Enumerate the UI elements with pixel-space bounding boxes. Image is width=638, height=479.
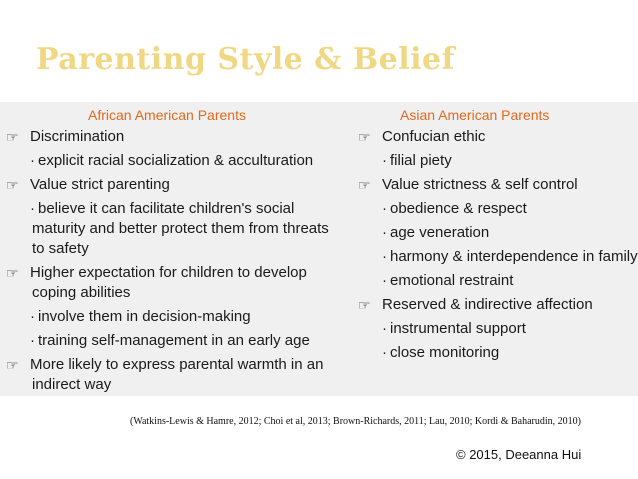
bullet-continuation bbox=[6, 375, 340, 395]
dot-icon: · bbox=[30, 152, 35, 169]
sub-bullet-item bbox=[358, 223, 638, 243]
sub-bullet-item bbox=[358, 151, 638, 171]
bullet-continuation bbox=[6, 283, 340, 303]
item-text: indirect way bbox=[32, 376, 112, 393]
pointing-hand-icon: ☞ bbox=[6, 357, 19, 373]
dot-icon: · bbox=[382, 320, 387, 337]
content-panel bbox=[0, 102, 638, 396]
pointing-hand-icon: ☞ bbox=[6, 265, 19, 281]
item-text: to safety bbox=[32, 240, 89, 257]
item-text: explicit racial socialization & acculturation bbox=[38, 152, 314, 169]
item-text: involve them in decision-making bbox=[38, 308, 251, 325]
item-text: Value strictness & self control bbox=[382, 176, 578, 193]
bullet-item bbox=[6, 175, 340, 195]
sub-bullet-item bbox=[358, 247, 638, 267]
column-heading-african-american: African American Parents bbox=[88, 107, 246, 123]
item-text: obedience & respect bbox=[390, 200, 527, 217]
bullet-item bbox=[6, 263, 340, 283]
dot-icon: · bbox=[30, 200, 35, 217]
item-text: emotional restraint bbox=[390, 272, 514, 289]
item-text: harmony & interdependence in family bbox=[390, 248, 638, 265]
dot-icon: · bbox=[382, 200, 387, 217]
dot-icon: · bbox=[30, 332, 35, 349]
dot-icon: · bbox=[382, 344, 387, 361]
item-text: close monitoring bbox=[390, 344, 500, 361]
pointing-hand-icon: ☞ bbox=[6, 177, 19, 193]
dot-icon: · bbox=[382, 248, 387, 265]
bullet-continuation bbox=[6, 219, 340, 239]
sub-bullet-item bbox=[358, 271, 638, 291]
column-heading-asian-american: Asian American Parents bbox=[400, 107, 550, 123]
slide-title: Parenting Style & Belief bbox=[36, 42, 456, 77]
citation-text: (Watkins-Lewis & Hamre, 2012; Choi et al, 2013; Brown-Richards, 2011; Lau, 2010; Kordi & Baharudin, 2010) bbox=[130, 416, 581, 427]
copyright-text: © 2015, Deeanna Hui bbox=[456, 447, 582, 462]
sub-bullet-item bbox=[358, 343, 638, 363]
item-text: Confucian ethic bbox=[382, 128, 486, 145]
bullet-item bbox=[358, 295, 638, 315]
bullet-item bbox=[358, 127, 638, 147]
bullet-item bbox=[6, 355, 340, 375]
dot-icon: · bbox=[382, 152, 387, 169]
item-text: coping abilities bbox=[32, 284, 131, 301]
item-text: More likely to express parental warmth in an bbox=[30, 356, 324, 373]
item-text: maturity and better protect them from threats bbox=[32, 220, 329, 237]
dot-icon: · bbox=[30, 308, 35, 325]
item-text: training self-management in an early age bbox=[38, 332, 310, 349]
bullet-continuation bbox=[6, 239, 340, 259]
pointing-hand-icon: ☞ bbox=[358, 177, 371, 193]
sub-bullet-item bbox=[358, 319, 638, 339]
item-text: instrumental support bbox=[390, 320, 526, 337]
item-text: age veneration bbox=[390, 224, 490, 241]
item-text: Discrimination bbox=[30, 128, 125, 145]
sub-bullet-item bbox=[6, 199, 340, 219]
bullet-item bbox=[6, 127, 340, 147]
sub-bullet-item bbox=[6, 331, 340, 351]
sub-bullet-item bbox=[358, 199, 638, 219]
bullet-item bbox=[358, 175, 638, 195]
dot-icon: · bbox=[382, 272, 387, 289]
pointing-hand-icon: ☞ bbox=[358, 129, 371, 145]
bullet-list bbox=[358, 123, 638, 363]
item-text: Value strict parenting bbox=[30, 176, 170, 193]
item-text: Reserved & indirective affection bbox=[382, 296, 593, 313]
item-text: Higher expectation for children to develop bbox=[30, 264, 307, 281]
pointing-hand-icon: ☞ bbox=[358, 297, 371, 313]
item-text: filial piety bbox=[390, 152, 452, 169]
item-text: believe it can facilitate children's social bbox=[38, 200, 295, 217]
pointing-hand-icon: ☞ bbox=[6, 129, 19, 145]
sub-bullet-item bbox=[6, 307, 340, 327]
sub-bullet-item bbox=[6, 151, 340, 171]
bullet-list bbox=[6, 123, 340, 395]
dot-icon: · bbox=[382, 224, 387, 241]
